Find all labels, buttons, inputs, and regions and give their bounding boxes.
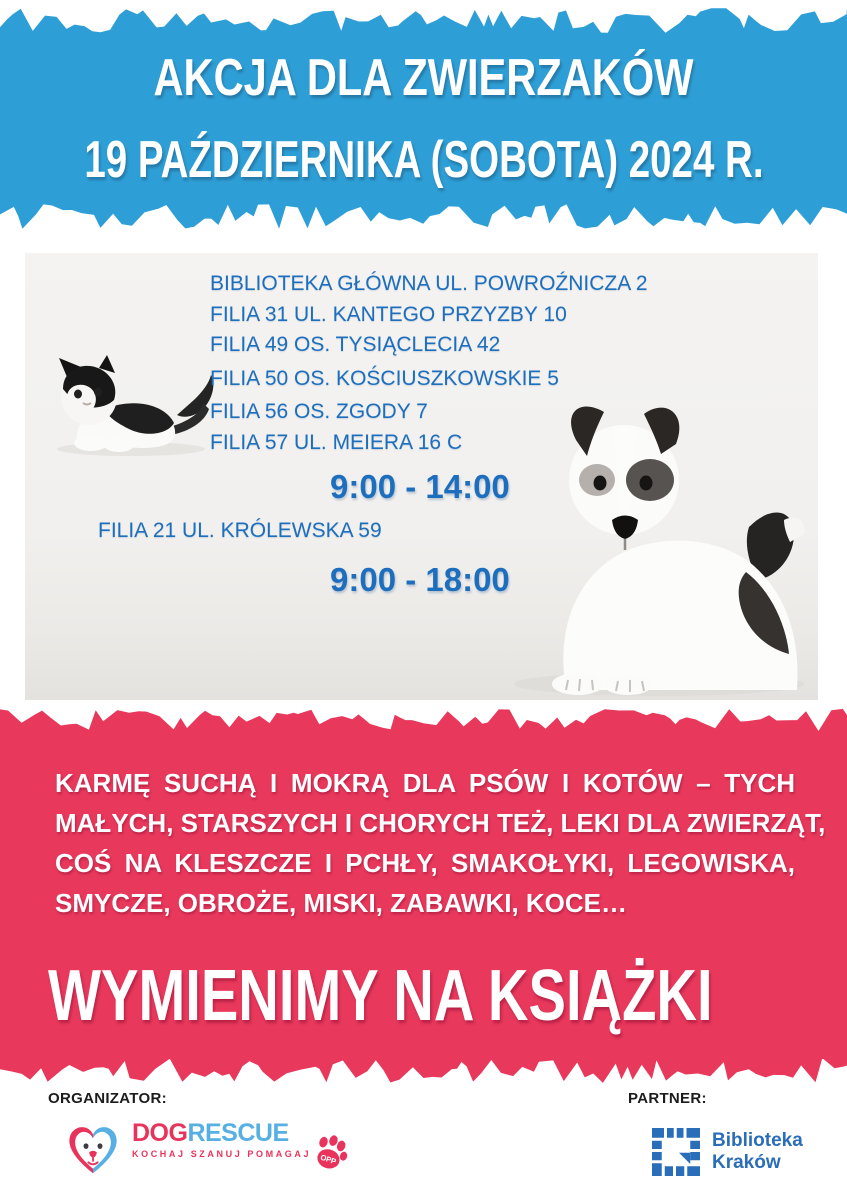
location-item: FILIA 31 UL. KANTEGO PRZYZBY 10 — [210, 302, 567, 326]
torn-edge-bottom — [0, 1056, 847, 1086]
location-list — [210, 269, 648, 458]
torn-edge-top — [0, 6, 847, 36]
donation-banner-body — [0, 733, 847, 1059]
opening-hours-extra: 9:00 - 18:00 — [330, 561, 510, 598]
location-item: FILIA 57 UL. MEIERA 16 C — [210, 430, 463, 454]
dog-rescue-tagline: KOCHAJ SZANUJ POMAGAJ — [132, 1149, 312, 1159]
donation-line: SMYCZE, OBROŻE, MISKI, ZABAWKI, KOCE… — [55, 888, 628, 918]
torn-edge-bottom — [0, 202, 847, 232]
donation-line: COŚ NA KLESZCZE I PCHŁY, SMAKOŁYKI, LEGOWISKA, — [55, 848, 795, 878]
donation-paragraph — [55, 763, 826, 923]
location-item: FILIA 49 OS. TYSIĄCLECIA 42 — [210, 333, 501, 356]
dog-rescue-text — [132, 1120, 311, 1159]
biblioteka-krakow-icon — [652, 1128, 700, 1176]
location-item: BIBLIOTEKA GŁÓWNA UL. POWROŹNICZA 2 — [210, 272, 648, 295]
header-banner — [0, 6, 847, 232]
kitten-photo — [43, 355, 223, 457]
donation-line: MAŁYCH, STARSZYCH I CHORYCH TEŻ, LEKI DLA ZWIERZĄT, — [55, 808, 826, 838]
poster-title: AKCJA DLA ZWIERZAKÓW — [153, 49, 694, 107]
dog-rescue-logo — [62, 1120, 349, 1178]
location-item: FILIA 56 OS. ZGODY 7 — [210, 400, 428, 423]
opp-badge-text: OPP — [319, 1152, 338, 1167]
dog-rescue-name-rescue: RESCUE — [187, 1119, 289, 1147]
donation-banner — [0, 706, 847, 1086]
biblioteka-krakow-text — [712, 1130, 803, 1174]
dog-rescue-name — [132, 1120, 311, 1146]
exchange-headline: WYMIENIMY NA KSIĄŻKI — [48, 956, 713, 1036]
organizer-label: ORGANIZATOR: — [48, 1090, 167, 1107]
torn-edge-top — [0, 706, 847, 734]
dog-rescue-paw-icon — [313, 1134, 349, 1174]
location-item-extra: FILIA 21 UL. KRÓLEWSKA 59 — [98, 519, 382, 542]
partner-label: PARTNER: — [628, 1090, 707, 1107]
biblioteka-line1: Biblioteka — [712, 1130, 803, 1151]
animals-photo-section — [25, 253, 818, 700]
dog-rescue-heart-icon — [62, 1122, 124, 1178]
location-item: FILIA 50 OS. KOŚCIUSZKOWSKIE 5 — [210, 366, 559, 390]
poster-date: 19 PAŹDZIERNIKA (SOBOTA) 2024 R. — [83, 131, 764, 189]
donation-line: KARMĘ SUCHĄ I MOKRĄ DLA PSÓW I KOTÓW – TYCH — [55, 768, 795, 798]
biblioteka-krakow-logo — [652, 1128, 803, 1176]
biblioteka-line2: Kraków — [712, 1152, 781, 1173]
opening-hours-main: 9:00 - 14:00 — [330, 468, 510, 505]
dog-rescue-name-dog: DOG — [132, 1119, 188, 1147]
header-banner-body — [0, 35, 847, 203]
